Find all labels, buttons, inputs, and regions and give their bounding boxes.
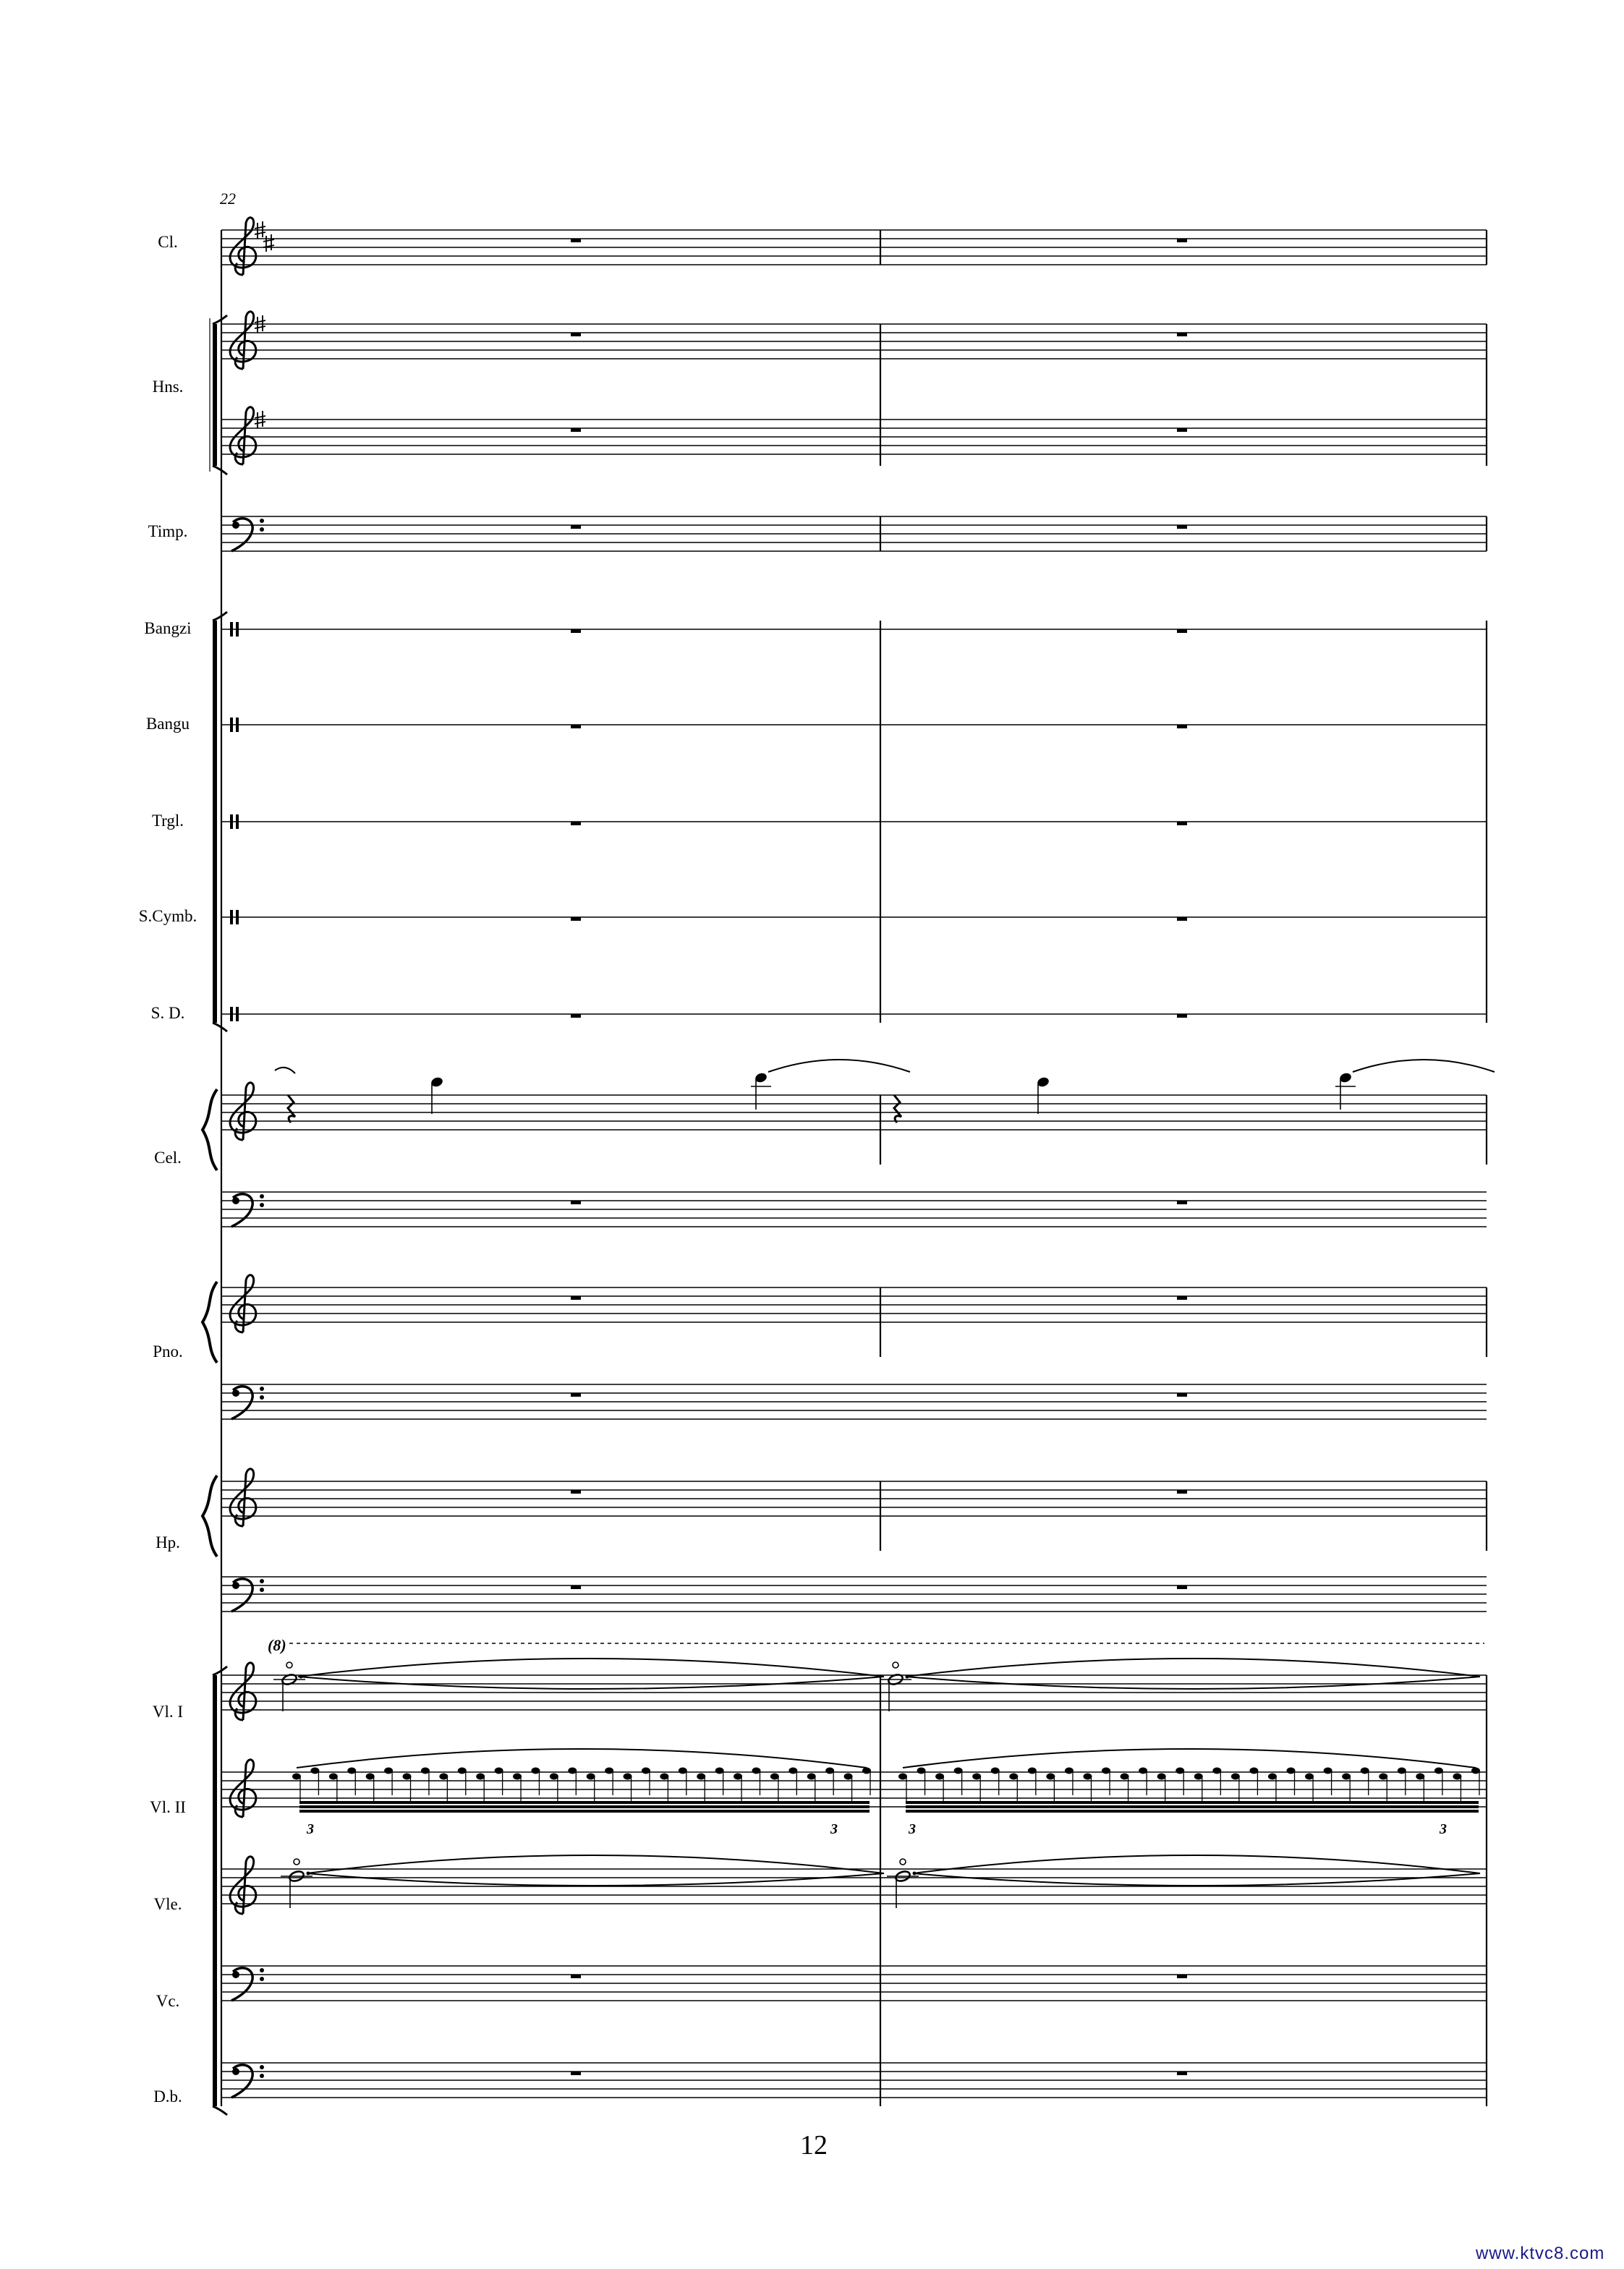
note-head (1121, 1774, 1129, 1780)
treble-clef (230, 407, 256, 464)
slur (903, 1749, 1476, 1768)
note-head (991, 1768, 1000, 1774)
note-head (642, 1768, 650, 1774)
whole-rest (571, 1585, 581, 1589)
note-beam (906, 1805, 1479, 1808)
label-pno: Pno. (153, 1342, 183, 1361)
note-beam (906, 1810, 1479, 1813)
quarter-rest (894, 1095, 901, 1123)
bass-clef-dot (260, 527, 264, 532)
note-head (310, 1768, 319, 1774)
whole-rest (1177, 2072, 1187, 2075)
bracket-hook (213, 1666, 227, 1675)
ottava-mark: (8) (268, 1636, 286, 1654)
tuplet-number: 3 (1440, 1821, 1447, 1837)
note-head (403, 1774, 412, 1780)
note-head (439, 1774, 448, 1780)
whole-rest (571, 525, 581, 529)
note-head (292, 1774, 301, 1780)
note-head (476, 1774, 485, 1780)
percussion-clef (236, 910, 239, 924)
note-head (752, 1768, 760, 1774)
bracket-hook (213, 2106, 227, 2115)
note-head (568, 1768, 577, 1774)
note-beam (299, 1810, 870, 1813)
whole-rest (1177, 822, 1187, 825)
whole-rest (1177, 725, 1187, 728)
note-head (1009, 1774, 1018, 1780)
tuplet-number: 3 (830, 1821, 838, 1837)
treble-clef (230, 218, 256, 275)
treble-clef (230, 1083, 256, 1140)
percussion-clef (236, 814, 239, 829)
bass-clef-dot (232, 1582, 239, 1589)
bracket-hook (213, 1023, 227, 1031)
note-head (770, 1774, 779, 1780)
note-head (1416, 1774, 1424, 1780)
treble-clef (230, 1469, 256, 1526)
label-sd: S. D. (150, 1004, 185, 1022)
note-head (1305, 1774, 1314, 1780)
note-head (1176, 1768, 1184, 1774)
bass-clef-dot (260, 1579, 264, 1583)
whole-rest (1177, 1201, 1187, 1204)
slur (913, 1855, 1480, 1886)
whole-rest (1177, 428, 1187, 432)
bass-clef-dot (232, 522, 239, 529)
note-head (1324, 1768, 1332, 1774)
note-head (1398, 1768, 1406, 1774)
bracket-hook (213, 315, 227, 324)
note-head (624, 1774, 632, 1780)
note-head (1379, 1774, 1387, 1780)
note-head (1231, 1774, 1240, 1780)
treble-clef (230, 1275, 256, 1332)
note-head (1434, 1768, 1443, 1774)
whole-rest (571, 1490, 581, 1494)
harmonic-circle (294, 1859, 299, 1865)
note-head (788, 1768, 797, 1774)
note-head (1083, 1774, 1092, 1780)
whole-rest (571, 1201, 581, 1204)
bass-clef-dot (260, 1387, 264, 1391)
note-head (1249, 1768, 1258, 1774)
bass-clef-dot (232, 1197, 239, 1204)
label-hns: Hns. (152, 378, 184, 396)
note-head (1212, 1768, 1221, 1774)
percussion-clef (236, 718, 239, 732)
sharp-sign (263, 234, 274, 252)
note-head (1268, 1774, 1277, 1780)
note-head (660, 1774, 668, 1780)
note-head (421, 1768, 430, 1774)
label-trgl: Trgl. (151, 812, 184, 830)
note-head (935, 1774, 944, 1780)
bass-clef-dot (260, 2065, 264, 2069)
note-head (734, 1774, 742, 1780)
note-head (366, 1774, 375, 1780)
slur (307, 1855, 884, 1886)
percussion-clef (236, 622, 239, 637)
treble-clef (230, 1663, 256, 1720)
note-head (495, 1768, 503, 1774)
whole-rest (571, 1014, 581, 1018)
note-head (531, 1768, 540, 1774)
tie-arc (275, 1068, 295, 1073)
bass-clef-dot (232, 1971, 239, 1978)
note-head (1194, 1774, 1203, 1780)
whole-rest (571, 1975, 581, 1978)
bass-clef-dot (260, 2074, 264, 2078)
bass-clef-dot (232, 2068, 239, 2075)
group-bracket (213, 324, 217, 466)
note-head (844, 1774, 853, 1780)
whole-rest (571, 822, 581, 825)
note-head (697, 1774, 705, 1780)
bracket-hook (213, 466, 227, 474)
whole-rest (1177, 525, 1187, 529)
bass-clef-dot (260, 1194, 264, 1199)
bass-clef-dot (260, 1395, 264, 1400)
tuplet-number: 3 (307, 1821, 314, 1837)
label-vle: Vle. (153, 1895, 182, 1913)
note-head (972, 1774, 981, 1780)
note-head (1065, 1768, 1074, 1774)
whole-rest (1177, 1296, 1187, 1300)
note-head (917, 1768, 926, 1774)
note-head (1287, 1768, 1296, 1774)
note-head (1361, 1768, 1369, 1774)
whole-rest (1177, 1014, 1187, 1018)
whole-rest (1177, 917, 1187, 921)
note-head (1342, 1774, 1351, 1780)
whole-rest (571, 333, 581, 336)
note-head (679, 1768, 687, 1774)
measure-number: 22 (220, 190, 236, 208)
note-head (807, 1774, 816, 1780)
label-cl: Cl. (158, 233, 178, 251)
whole-rest (571, 239, 581, 242)
bass-clef-dot (260, 519, 264, 523)
site-watermark: www.ktvc8.com (1476, 2244, 1605, 2263)
tie-arc (1353, 1060, 1495, 1072)
note-head (715, 1768, 724, 1774)
label-bangzi: Bangzi (144, 619, 192, 637)
whole-rest (1177, 1490, 1187, 1494)
whole-rest (571, 917, 581, 921)
treble-clef (230, 1760, 256, 1817)
whole-rest (571, 2072, 581, 2075)
bass-clef-dot (260, 1977, 264, 1981)
whole-rest (1177, 1393, 1187, 1397)
whole-rest (571, 725, 581, 728)
whole-rest (1177, 1975, 1187, 1978)
harmonic-circle (900, 1859, 906, 1865)
note-head (898, 1774, 907, 1780)
label-vl1: Vl. I (152, 1703, 184, 1721)
label-cel: Cel. (154, 1149, 182, 1167)
bass-clef-dot (260, 1588, 264, 1592)
note-head (1471, 1768, 1480, 1774)
note-head (550, 1774, 558, 1780)
treble-clef (230, 1857, 256, 1914)
note-head (587, 1774, 595, 1780)
label-vl2: Vl. II (150, 1798, 186, 1816)
note-head (1139, 1768, 1147, 1774)
percussion-clef (230, 718, 233, 732)
note-head (1102, 1768, 1110, 1774)
note-head (954, 1768, 963, 1774)
note-beam (906, 1801, 1479, 1804)
note-head (513, 1774, 522, 1780)
whole-rest (1177, 1585, 1187, 1589)
page-number: 12 (800, 2130, 828, 2161)
note-head (458, 1768, 467, 1774)
slur (297, 1749, 867, 1768)
note-head (1453, 1774, 1461, 1780)
percussion-clef (230, 910, 233, 924)
percussion-clef (230, 622, 233, 637)
note-head (862, 1768, 871, 1774)
label-hp: Hp. (156, 1533, 180, 1551)
note-head (825, 1768, 834, 1774)
note-head (605, 1768, 613, 1774)
note-beam (299, 1801, 870, 1804)
group-bracket (213, 621, 217, 1023)
treble-clef (230, 312, 256, 369)
label-scymb: S.Cymb. (138, 907, 197, 925)
bass-clef-dot (260, 1968, 264, 1972)
whole-rest (571, 1393, 581, 1397)
whole-rest (1177, 629, 1187, 633)
note-beam (299, 1805, 870, 1808)
whole-rest (571, 1296, 581, 1300)
label-timp: Timp. (148, 522, 188, 540)
quarter-rest (288, 1095, 295, 1123)
label-vc: Vc. (156, 1992, 180, 2010)
whole-rest (571, 629, 581, 633)
note-head (384, 1768, 393, 1774)
label-db: D.b. (153, 2087, 182, 2106)
note-head (1028, 1768, 1037, 1774)
bracket-hook (213, 612, 227, 621)
harmonic-circle (286, 1662, 292, 1668)
percussion-clef (230, 1007, 233, 1021)
percussion-clef (236, 1007, 239, 1021)
group-bracket (213, 1675, 217, 2106)
note-head (329, 1774, 338, 1780)
whole-rest (1177, 239, 1187, 242)
whole-rest (571, 428, 581, 432)
tie-arc (768, 1060, 910, 1072)
note-head (1157, 1774, 1166, 1780)
label-bangu: Bangu (145, 715, 190, 733)
percussion-clef (230, 814, 233, 829)
bass-clef-dot (260, 1203, 264, 1207)
note-head (347, 1768, 356, 1774)
tuplet-number: 3 (909, 1821, 916, 1837)
whole-rest (1177, 333, 1187, 336)
bass-clef-dot (232, 1389, 239, 1397)
harmonic-circle (893, 1662, 898, 1668)
note-head (1046, 1774, 1055, 1780)
